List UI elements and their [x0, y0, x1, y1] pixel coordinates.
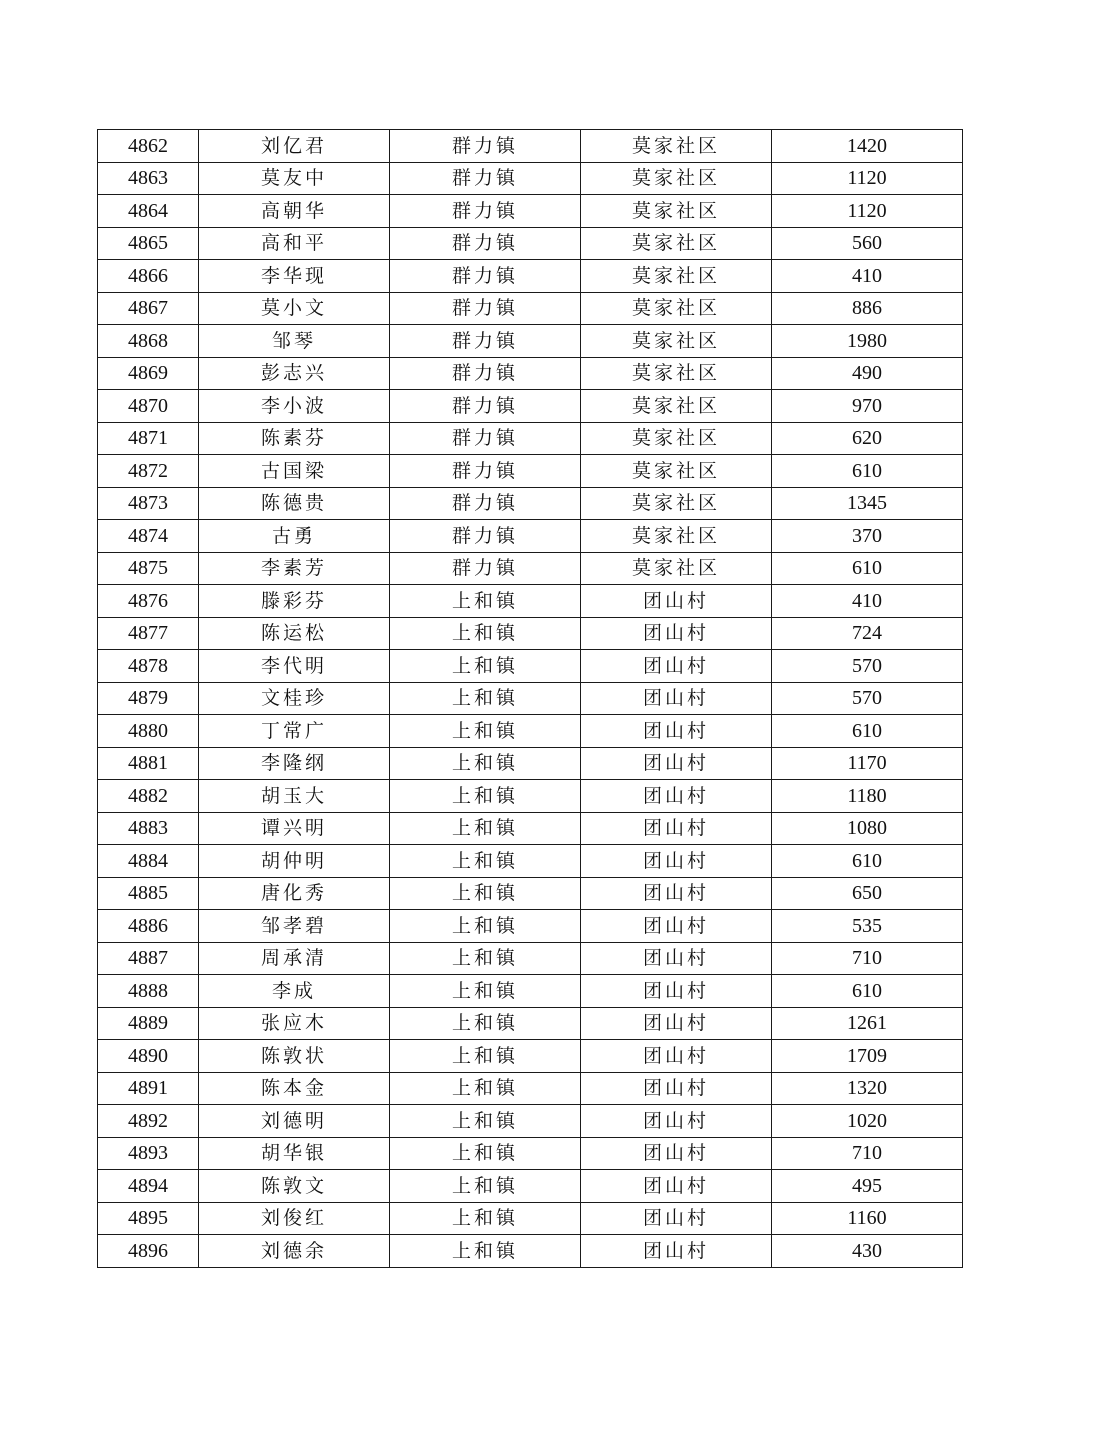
amount-cell: 710 — [772, 942, 963, 975]
person-name-cell: 陈运松 — [199, 617, 390, 650]
record-id-cell: 4870 — [98, 390, 199, 423]
person-name-cell: 刘俊红 — [199, 1202, 390, 1235]
person-name-cell: 胡玉大 — [199, 780, 390, 813]
amount-cell: 1320 — [772, 1072, 963, 1105]
amount-cell: 495 — [772, 1170, 963, 1203]
town-cell: 上和镇 — [390, 1007, 581, 1040]
amount-cell: 570 — [772, 650, 963, 683]
town-cell: 群力镇 — [390, 552, 581, 585]
person-name-cell: 丁常广 — [199, 715, 390, 748]
record-id-cell: 4890 — [98, 1040, 199, 1073]
table-row — [98, 1137, 963, 1170]
village-cell: 团山村 — [581, 715, 772, 748]
table-row — [98, 747, 963, 780]
village-cell: 团山村 — [581, 585, 772, 618]
town-cell: 群力镇 — [390, 357, 581, 390]
village-cell: 莫家社区 — [581, 422, 772, 455]
village-cell: 莫家社区 — [581, 162, 772, 195]
amount-cell: 610 — [772, 975, 963, 1008]
village-cell: 团山村 — [581, 1072, 772, 1105]
amount-cell: 970 — [772, 390, 963, 423]
record-id-cell: 4884 — [98, 845, 199, 878]
record-id-cell: 4885 — [98, 877, 199, 910]
amount-cell: 410 — [772, 260, 963, 293]
table-row — [98, 877, 963, 910]
table-row — [98, 357, 963, 390]
table-row — [98, 487, 963, 520]
person-name-cell: 胡仲明 — [199, 845, 390, 878]
town-cell: 上和镇 — [390, 1040, 581, 1073]
town-cell: 上和镇 — [390, 1202, 581, 1235]
person-name-cell: 李代明 — [199, 650, 390, 683]
table-row — [98, 390, 963, 423]
amount-cell: 724 — [772, 617, 963, 650]
table-row — [98, 325, 963, 358]
village-cell: 团山村 — [581, 877, 772, 910]
town-cell: 群力镇 — [390, 162, 581, 195]
village-cell: 团山村 — [581, 1040, 772, 1073]
town-cell: 群力镇 — [390, 520, 581, 553]
village-cell: 团山村 — [581, 682, 772, 715]
table-row — [98, 422, 963, 455]
village-cell: 团山村 — [581, 1105, 772, 1138]
table-row — [98, 682, 963, 715]
amount-cell: 1120 — [772, 195, 963, 228]
table-row — [98, 195, 963, 228]
town-cell: 群力镇 — [390, 130, 581, 163]
person-name-cell: 刘德明 — [199, 1105, 390, 1138]
town-cell: 上和镇 — [390, 845, 581, 878]
village-cell: 团山村 — [581, 812, 772, 845]
person-name-cell: 古国梁 — [199, 455, 390, 488]
town-cell: 上和镇 — [390, 585, 581, 618]
village-cell: 莫家社区 — [581, 520, 772, 553]
village-cell: 莫家社区 — [581, 390, 772, 423]
record-id-cell: 4877 — [98, 617, 199, 650]
amount-cell: 610 — [772, 715, 963, 748]
record-id-cell: 4876 — [98, 585, 199, 618]
village-cell: 莫家社区 — [581, 130, 772, 163]
record-id-cell: 4887 — [98, 942, 199, 975]
person-name-cell: 谭兴明 — [199, 812, 390, 845]
amount-cell: 560 — [772, 227, 963, 260]
amount-cell: 1709 — [772, 1040, 963, 1073]
table-row — [98, 650, 963, 683]
table-row — [98, 227, 963, 260]
table-row — [98, 845, 963, 878]
amount-cell: 710 — [772, 1137, 963, 1170]
table-row — [98, 1072, 963, 1105]
amount-cell: 535 — [772, 910, 963, 943]
table-row — [98, 552, 963, 585]
person-name-cell: 李隆纲 — [199, 747, 390, 780]
table-row — [98, 162, 963, 195]
person-name-cell: 胡华银 — [199, 1137, 390, 1170]
record-id-cell: 4871 — [98, 422, 199, 455]
town-cell: 上和镇 — [390, 910, 581, 943]
town-cell: 上和镇 — [390, 1072, 581, 1105]
record-id-cell: 4863 — [98, 162, 199, 195]
person-name-cell: 莫小文 — [199, 292, 390, 325]
town-cell: 群力镇 — [390, 455, 581, 488]
person-name-cell: 陈敦文 — [199, 1170, 390, 1203]
amount-cell: 370 — [772, 520, 963, 553]
record-id-cell: 4886 — [98, 910, 199, 943]
town-cell: 上和镇 — [390, 650, 581, 683]
person-name-cell: 李小波 — [199, 390, 390, 423]
person-name-cell: 李素芳 — [199, 552, 390, 585]
person-name-cell: 陈本金 — [199, 1072, 390, 1105]
village-cell: 莫家社区 — [581, 455, 772, 488]
record-id-cell: 4874 — [98, 520, 199, 553]
town-cell: 上和镇 — [390, 975, 581, 1008]
table-row — [98, 780, 963, 813]
town-cell: 上和镇 — [390, 682, 581, 715]
amount-cell: 610 — [772, 552, 963, 585]
table-row — [98, 617, 963, 650]
records-table — [97, 129, 963, 1268]
person-name-cell: 刘德余 — [199, 1235, 390, 1268]
town-cell: 上和镇 — [390, 1137, 581, 1170]
record-id-cell: 4894 — [98, 1170, 199, 1203]
village-cell: 团山村 — [581, 942, 772, 975]
records-table-body — [98, 130, 963, 1268]
village-cell: 团山村 — [581, 975, 772, 1008]
table-row — [98, 1202, 963, 1235]
record-id-cell: 4873 — [98, 487, 199, 520]
amount-cell: 1120 — [772, 162, 963, 195]
table-row — [98, 520, 963, 553]
person-name-cell: 李成 — [199, 975, 390, 1008]
record-id-cell: 4879 — [98, 682, 199, 715]
record-id-cell: 4882 — [98, 780, 199, 813]
record-id-cell: 4878 — [98, 650, 199, 683]
record-id-cell: 4869 — [98, 357, 199, 390]
person-name-cell: 陈素芬 — [199, 422, 390, 455]
person-name-cell: 滕彩芬 — [199, 585, 390, 618]
village-cell: 莫家社区 — [581, 357, 772, 390]
table-row — [98, 130, 963, 163]
village-cell: 莫家社区 — [581, 292, 772, 325]
amount-cell: 1160 — [772, 1202, 963, 1235]
town-cell: 群力镇 — [390, 195, 581, 228]
record-id-cell: 4866 — [98, 260, 199, 293]
table-row — [98, 292, 963, 325]
table-row — [98, 1235, 963, 1268]
town-cell: 上和镇 — [390, 1235, 581, 1268]
town-cell: 上和镇 — [390, 877, 581, 910]
town-cell: 群力镇 — [390, 390, 581, 423]
amount-cell: 1170 — [772, 747, 963, 780]
record-id-cell: 4893 — [98, 1137, 199, 1170]
village-cell: 莫家社区 — [581, 552, 772, 585]
town-cell: 群力镇 — [390, 487, 581, 520]
town-cell: 上和镇 — [390, 1170, 581, 1203]
table-row — [98, 1105, 963, 1138]
record-id-cell: 4883 — [98, 812, 199, 845]
record-id-cell: 4881 — [98, 747, 199, 780]
person-name-cell: 张应木 — [199, 1007, 390, 1040]
person-name-cell: 高朝华 — [199, 195, 390, 228]
amount-cell: 1180 — [772, 780, 963, 813]
village-cell: 团山村 — [581, 910, 772, 943]
village-cell: 团山村 — [581, 617, 772, 650]
village-cell: 莫家社区 — [581, 227, 772, 260]
person-name-cell: 古勇 — [199, 520, 390, 553]
town-cell: 上和镇 — [390, 780, 581, 813]
person-name-cell: 周承清 — [199, 942, 390, 975]
record-id-cell: 4865 — [98, 227, 199, 260]
amount-cell: 1980 — [772, 325, 963, 358]
table-row — [98, 910, 963, 943]
town-cell: 群力镇 — [390, 325, 581, 358]
table-row — [98, 1040, 963, 1073]
person-name-cell: 文桂珍 — [199, 682, 390, 715]
table-row — [98, 975, 963, 1008]
person-name-cell: 邹孝碧 — [199, 910, 390, 943]
village-cell: 团山村 — [581, 845, 772, 878]
record-id-cell: 4880 — [98, 715, 199, 748]
person-name-cell: 唐化秀 — [199, 877, 390, 910]
village-cell: 团山村 — [581, 1202, 772, 1235]
amount-cell: 610 — [772, 455, 963, 488]
village-cell: 莫家社区 — [581, 325, 772, 358]
record-id-cell: 4872 — [98, 455, 199, 488]
amount-cell: 490 — [772, 357, 963, 390]
village-cell: 莫家社区 — [581, 195, 772, 228]
village-cell: 团山村 — [581, 1235, 772, 1268]
record-id-cell: 4875 — [98, 552, 199, 585]
town-cell: 群力镇 — [390, 422, 581, 455]
village-cell: 团山村 — [581, 1137, 772, 1170]
table-row — [98, 455, 963, 488]
table-row — [98, 260, 963, 293]
record-id-cell: 4896 — [98, 1235, 199, 1268]
town-cell: 上和镇 — [390, 812, 581, 845]
table-row — [98, 715, 963, 748]
record-id-cell: 4862 — [98, 130, 199, 163]
amount-cell: 1020 — [772, 1105, 963, 1138]
village-cell: 团山村 — [581, 780, 772, 813]
record-id-cell: 4892 — [98, 1105, 199, 1138]
village-cell: 团山村 — [581, 1170, 772, 1203]
table-row — [98, 812, 963, 845]
table-row — [98, 1007, 963, 1040]
table-row — [98, 1170, 963, 1203]
person-name-cell: 刘亿君 — [199, 130, 390, 163]
amount-cell: 1261 — [772, 1007, 963, 1040]
amount-cell: 1420 — [772, 130, 963, 163]
village-cell: 莫家社区 — [581, 260, 772, 293]
person-name-cell: 高和平 — [199, 227, 390, 260]
amount-cell: 1080 — [772, 812, 963, 845]
record-id-cell: 4867 — [98, 292, 199, 325]
person-name-cell: 彭志兴 — [199, 357, 390, 390]
record-id-cell: 4868 — [98, 325, 199, 358]
record-id-cell: 4864 — [98, 195, 199, 228]
village-cell: 团山村 — [581, 650, 772, 683]
amount-cell: 620 — [772, 422, 963, 455]
town-cell: 群力镇 — [390, 260, 581, 293]
town-cell: 上和镇 — [390, 617, 581, 650]
person-name-cell: 邹琴 — [199, 325, 390, 358]
table-row — [98, 942, 963, 975]
person-name-cell: 陈敦状 — [199, 1040, 390, 1073]
table-row — [98, 585, 963, 618]
record-id-cell: 4891 — [98, 1072, 199, 1105]
town-cell: 群力镇 — [390, 227, 581, 260]
record-id-cell: 4889 — [98, 1007, 199, 1040]
village-cell: 莫家社区 — [581, 487, 772, 520]
record-id-cell: 4895 — [98, 1202, 199, 1235]
amount-cell: 1345 — [772, 487, 963, 520]
amount-cell: 610 — [772, 845, 963, 878]
amount-cell: 650 — [772, 877, 963, 910]
town-cell: 群力镇 — [390, 292, 581, 325]
amount-cell: 570 — [772, 682, 963, 715]
town-cell: 上和镇 — [390, 715, 581, 748]
person-name-cell: 莫友中 — [199, 162, 390, 195]
town-cell: 上和镇 — [390, 942, 581, 975]
amount-cell: 430 — [772, 1235, 963, 1268]
village-cell: 团山村 — [581, 747, 772, 780]
record-id-cell: 4888 — [98, 975, 199, 1008]
town-cell: 上和镇 — [390, 1105, 581, 1138]
village-cell: 团山村 — [581, 1007, 772, 1040]
person-name-cell: 李华现 — [199, 260, 390, 293]
person-name-cell: 陈德贵 — [199, 487, 390, 520]
amount-cell: 886 — [772, 292, 963, 325]
amount-cell: 410 — [772, 585, 963, 618]
town-cell: 上和镇 — [390, 747, 581, 780]
